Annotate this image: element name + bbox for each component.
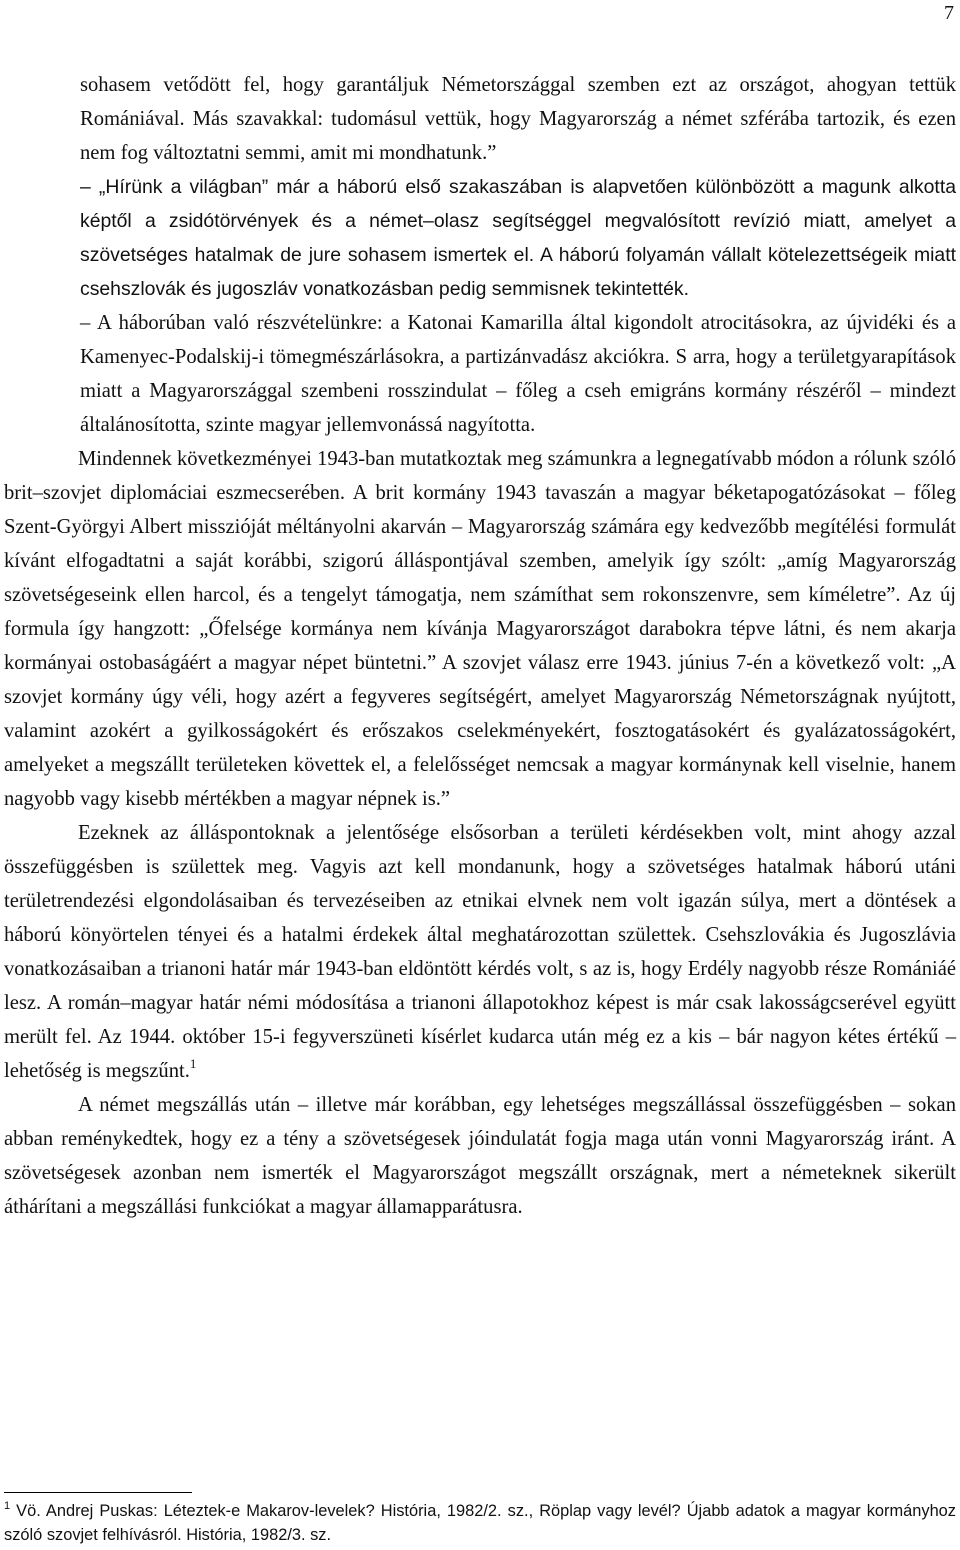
quote-paragraph-2: – „Hírünk a világban” már a háború első szakaszában is alapvetően különbözött a magunk alkotta képtől a zsidótörvények és a német–olasz segítséggel megvalósított revízió miatt, amelyet a szövetséges hatalmak de jure sohasem ismertek el. A háború folyamán vállalt kötelezettségeik miatt csehszlovák és jugoszláv vonatkozásban pedig semmisnek tekintették.: [80, 176, 956, 300]
footnote-divider: [4, 1492, 192, 1493]
body-paragraph-3: A német megszállás után – illetve már korábban, egy lehetséges megszállással összefüggésben – sokan abban reménykedtek, hogy ez a tény a szövetségesek jóindulatát fogja maga után vonni Magyarország iránt. A szövetségesek azonban nem ismerték el Magyarországot megszállt országnak, mert a németeknek sikerült áthárítani a megszállási funkciókat a magyar államapparátusra.: [4, 1094, 956, 1218]
page-number: 7: [944, 2, 954, 24]
body-paragraph-2: [4, 816, 956, 1088]
footnote-text: Vö. Andrej Puskas: Léteztek-e Makarov-levelek? História, 1982/2. sz., Röplap vagy levél? Újabb adatok a magyar kormányhoz szóló szovjet felhívásról. História, 1982/3. sz.: [4, 1502, 956, 1544]
body-paragraph-2-text: Ezeknek az álláspontoknak a jelentősége elsősorban a területi kérdésekben volt, mint ahogy azzal összefüggésben is születtek meg. Vagyis azt kell mondanunk, hogy a szövetséges hatalmak háború utáni területrendezési elgondolásaiban és tervezéseiben az etnikai elvnek nem volt igazán súlya, mert a döntések a háború könyörtelen tényei és a hatalmi érdekek által meghatározottan születtek. Csehszlovákia és Jugoszlávia vonatkozásaiban a trianoni határ már 1943-ban eldöntött kérdés volt, s az is, hogy Erdély nagyobb része Romániáé lesz. A román–magyar határ némi módosítása a trianoni állapotokhoz képest is már csak lakosságcserével együtt merült fel. Az 1944. október 15-i fegyverszüneti kísérlet kudarca után még ez a kis – bár nagyon kétes értékű – lehetőség is megszűnt.: [4, 822, 956, 1082]
quote-paragraph-1: sohasem vetődött fel, hogy garantáljuk Németországgal szemben ezt az országot, ahogyan tettük Romániával. Más szavakkal: tudomásul vettük, hogy Magyarország a német szférába tartozik, és ezen nem fog változtatni semmi, amit mi mondhatunk.”: [80, 74, 956, 164]
quote-paragraph-3: – A háborúban való részvételünkre: a Katonai Kamarilla által kigondolt atrocitásokra, az újvidéki és a Kamenyec-Podalskij-i tömegmészárlásokra, a partizánvadász akciókra. S arra, hogy a területgyarapítások miatt a Magyarországgal szembeni rosszindulat – főleg a cseh emigráns kormány részéről – mindezt általánosította, szinte magyar jellemvonássá nagyította.: [80, 312, 956, 436]
page-body: [4, 68, 956, 1224]
footnote-reference: 1: [189, 1056, 197, 1071]
body-paragraph-1: Mindennek következményei 1943-ban mutatkoztak meg számunkra a legnegatívabb módon a rólunk szóló brit–szovjet diplomáciai eszmecserében. A brit kormány 1943 tavaszán a magyar béketapogatózásokat – főleg Szent-Györgyi Albert misszióját méltányolni akarván – Magyarország számára egy kedvezőbb megítélési formulát kívánt elfogadtatni a saját korábbi, szigorú álláspontjával szemben, amelyik így szólt: „amíg Magyarország szövetségeseink ellen harcol, és a tengelyt támogatja, nem számíthat sem rokonszenvre, sem kíméletre”. Az új formula így hangzott: „Őfelsége kormánya nem kívánja Magyarországot darabokra tépve látni, és nem akarja kormányai ostobaságáért a magyar népet büntetni.” A szovjet válasz erre 1943. június 7-én a következő volt: „A szovjet kormány úgy véli, hogy azért a fegyveres segítségért, amelyet Magyarország Németországnak nyújtott, valamint azokért a gyilkosságokért és erőszakos cselekményekért, fosztogatásokért és gyalázatosságokért, amelyeket a megszállt területeken követtek el, a felelősséget nemcsak a magyar kormánynak kell viselnie, hanem nagyobb vagy kisebb mértékben a magyar népnek is.”: [4, 448, 956, 810]
footnote-number: 1: [4, 1500, 11, 1512]
footnote: [4, 1499, 956, 1547]
quote-block: [4, 68, 956, 442]
